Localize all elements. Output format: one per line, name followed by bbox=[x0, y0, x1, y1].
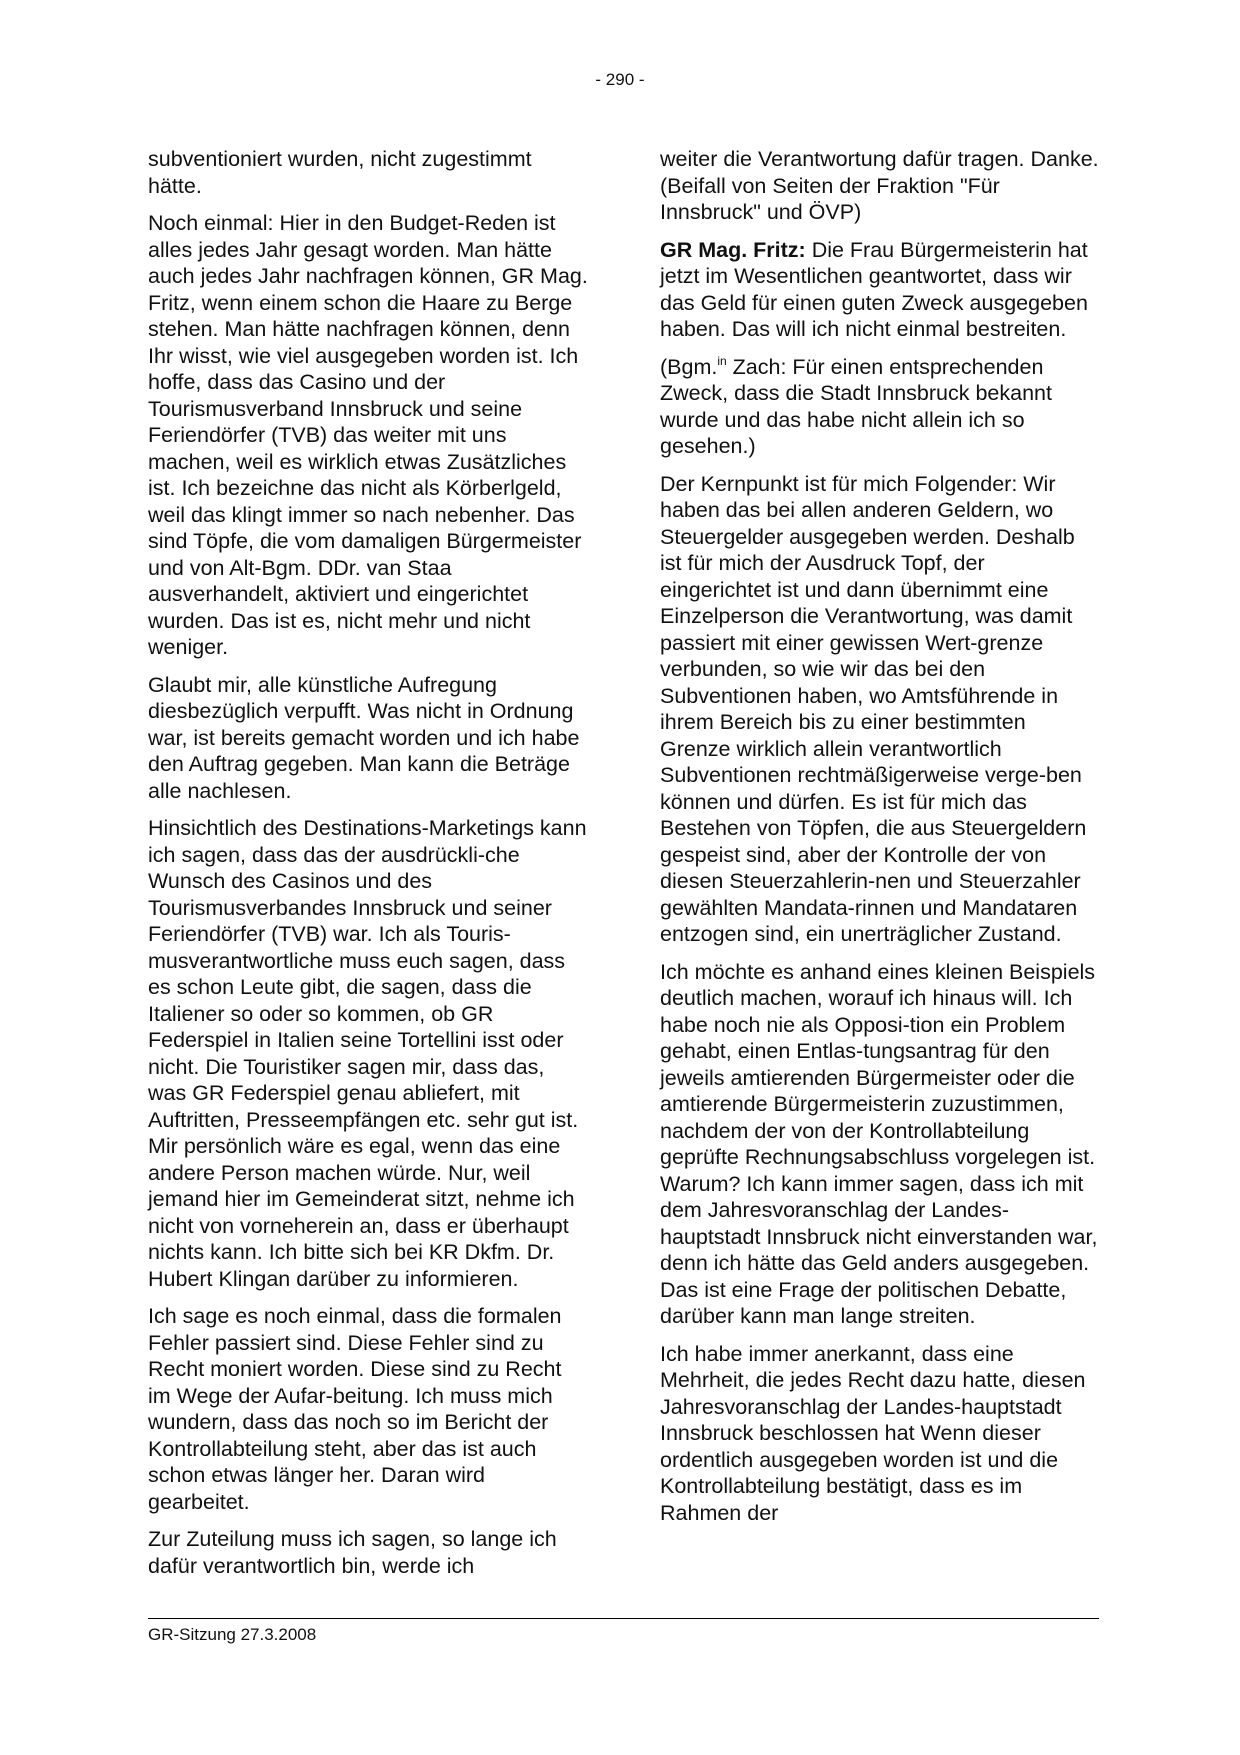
speaker-text: Die Frau Bürgermeisterin hat jetzt im Wesentlichen geantwortet, dass wir das Geld für einen guten Zweck ausgegeben haben. Das will ich nicht einmal bestreiten. bbox=[660, 237, 1088, 341]
superscript: in bbox=[717, 353, 727, 368]
paragraph: Ich habe immer anerkannt, dass eine Mehrheit, die jedes Recht dazu hatte, diesen Jahresvoranschlag der Landes-hauptstadt Innsbruck beschlossen hat Wenn dieser ordentlich ausgegeben worden ist und die Kontrollabteilung bestätigt, dass es im Rahmen der bbox=[660, 1341, 1086, 1525]
page-number: - 290 - bbox=[595, 70, 645, 89]
interjection-paragraph bbox=[660, 354, 1100, 460]
footer-divider bbox=[148, 1618, 1099, 1619]
paragraph: weiter die Verantwortung dafür tragen. Danke. (Beifall von Seiten der Fraktion "Für Innsbruck" und ÖVP) bbox=[660, 147, 1099, 224]
interjection-text: Zach: Für einen entsprechenden Zweck, dass die Stadt Innsbruck bekannt wurde und das habe nicht allein ich so gesehen.) bbox=[660, 354, 1052, 458]
speaker-name: GR Mag. Fritz: bbox=[660, 237, 806, 262]
paragraph: Hinsichtlich des Destinations-Marketings kann ich sagen, dass das der ausdrückli-che Wunsch des Casinos und des Tourismusverbandes Innsbruck und seiner Feriendörfer (TVB) war. Ich als Touris-musverantwortliche muss euch sagen, dass es schon Leute gibt, die sagen, dass die Italiener so oder so kommen, ob GR Federspiel in Italien seine Tortellini isst oder nicht. Die Touristiker sagen mir, dass das, was GR Federspiel genau abliefert, mit Auftritten, Presseempfängen etc. sehr gut ist. Mir persönlich wäre es egal, wenn das eine andere Person machen würde. Nur, weil jemand hier im Gemeinderat sitzt, nehme ich nicht von vorneherein an, dass er überhaupt nichts kann. Ich bitte sich bei KR Dkfm. Dr. Hubert Klingan darüber zu informieren. bbox=[148, 816, 587, 1291]
right-column bbox=[660, 146, 1100, 1526]
paragraph: Ich möchte es anhand eines kleinen Beispiels deutlich machen, worauf ich hinaus will. Ich habe noch nie als Opposi-tion ein Problem gehabt, einen Entlas-tungsantrag für den jeweils amtierenden Bürgermeister oder die amtierende Bürgermeisterin zuzustimmen, nachdem der von der Kontrollabteilung geprüfte Rechnungsabschluss vorgelegen ist. Warum? Ich kann immer sagen, dass ich mit dem Jahresvoranschlag der Landes-hauptstadt Innsbruck nicht einverstanden war, denn ich hätte das Geld anders ausgegeben. Das ist eine Frage der politischen Debatte, darüber kann man lange streiten. bbox=[660, 959, 1098, 1328]
paragraph: Ich sage es noch einmal, dass die formalen Fehler passiert sind. Diese Fehler sind zu Recht moniert worden. Diese sind zu Recht im Wege der Aufar-beitung. Ich muss mich wundern, dass das noch so im Bericht der Kontrollabteilung steht, aber das ist auch schon etwas länger her. Daran wird gearbeitet. bbox=[148, 1304, 562, 1514]
left-column bbox=[148, 146, 588, 1579]
footer-session-date: GR-Sitzung 27.3.2008 bbox=[148, 1625, 317, 1644]
speaker-paragraph bbox=[660, 237, 1100, 343]
paragraph: Zur Zuteilung muss ich sagen, so lange ich dafür verantwortlich bin, werde ich bbox=[148, 1527, 557, 1578]
interjection-prefix: (Bgm. bbox=[660, 354, 718, 379]
paragraph: Noch einmal: Hier in den Budget-Reden ist alles jedes Jahr gesagt worden. Man hätte auch jedes Jahr nachfragen können, GR Mag. Fritz, wenn einem schon die Haare zu Berge stehen. Man hätte nachfragen können, denn Ihr wisst, wie viel ausgegeben worden ist. Ich hoffe, dass das Casino und der Tourismusverband Innsbruck und seine Feriendörfer (TVB) das weiter mit uns machen, weil es wirklich etwas Zusätzliches ist. Ich bezeichne das nicht als Körberlgeld, weil das klingt immer so nach nebenher. Das sind Töpfe, die vom damaligen Bürgermeister und von Alt-Bgm. DDr. van Staa ausverhandelt, aktiviert und eingerichtet wurden. Das ist es, nicht mehr und nicht weniger. bbox=[148, 211, 588, 659]
paragraph: subventioniert wurden, nicht zugestimmt hätte. bbox=[148, 147, 532, 198]
paragraph: Glaubt mir, alle künstliche Aufregung diesbezüglich verpufft. Was nicht in Ordnung war, ist bereits gemacht worden und ich habe den Auftrag gegeben. Man kann die Beträge alle nachlesen. bbox=[148, 672, 580, 803]
paragraph: Der Kernpunkt ist für mich Folgender: Wir haben das bei allen anderen Geldern, wo Steuergelder ausgegeben werden. Deshalb ist für mich der Ausdruck Topf, der eingerichtet ist und dann übernimmt eine Einzelperson die Verantwortung, was damit passiert mit einer gewissen Wert-grenze verbunden, so wie wir das bei den Subventionen haben, wo Amtsführende in ihrem Bereich bis zu einer bestimmten Grenze wirklich allein verantwortlich Subventionen rechtmäßigerweise verge-ben können und dürfen. Es ist für mich das Bestehen von Töpfen, die aus Steuergeldern gespeist sind, aber der Kontrolle der von diesen Steuerzahlerin-nen und Steuerzahler gewählten Mandata-rinnen und Mandataren entzogen sind, ein unerträglicher Zustand. bbox=[660, 471, 1087, 946]
